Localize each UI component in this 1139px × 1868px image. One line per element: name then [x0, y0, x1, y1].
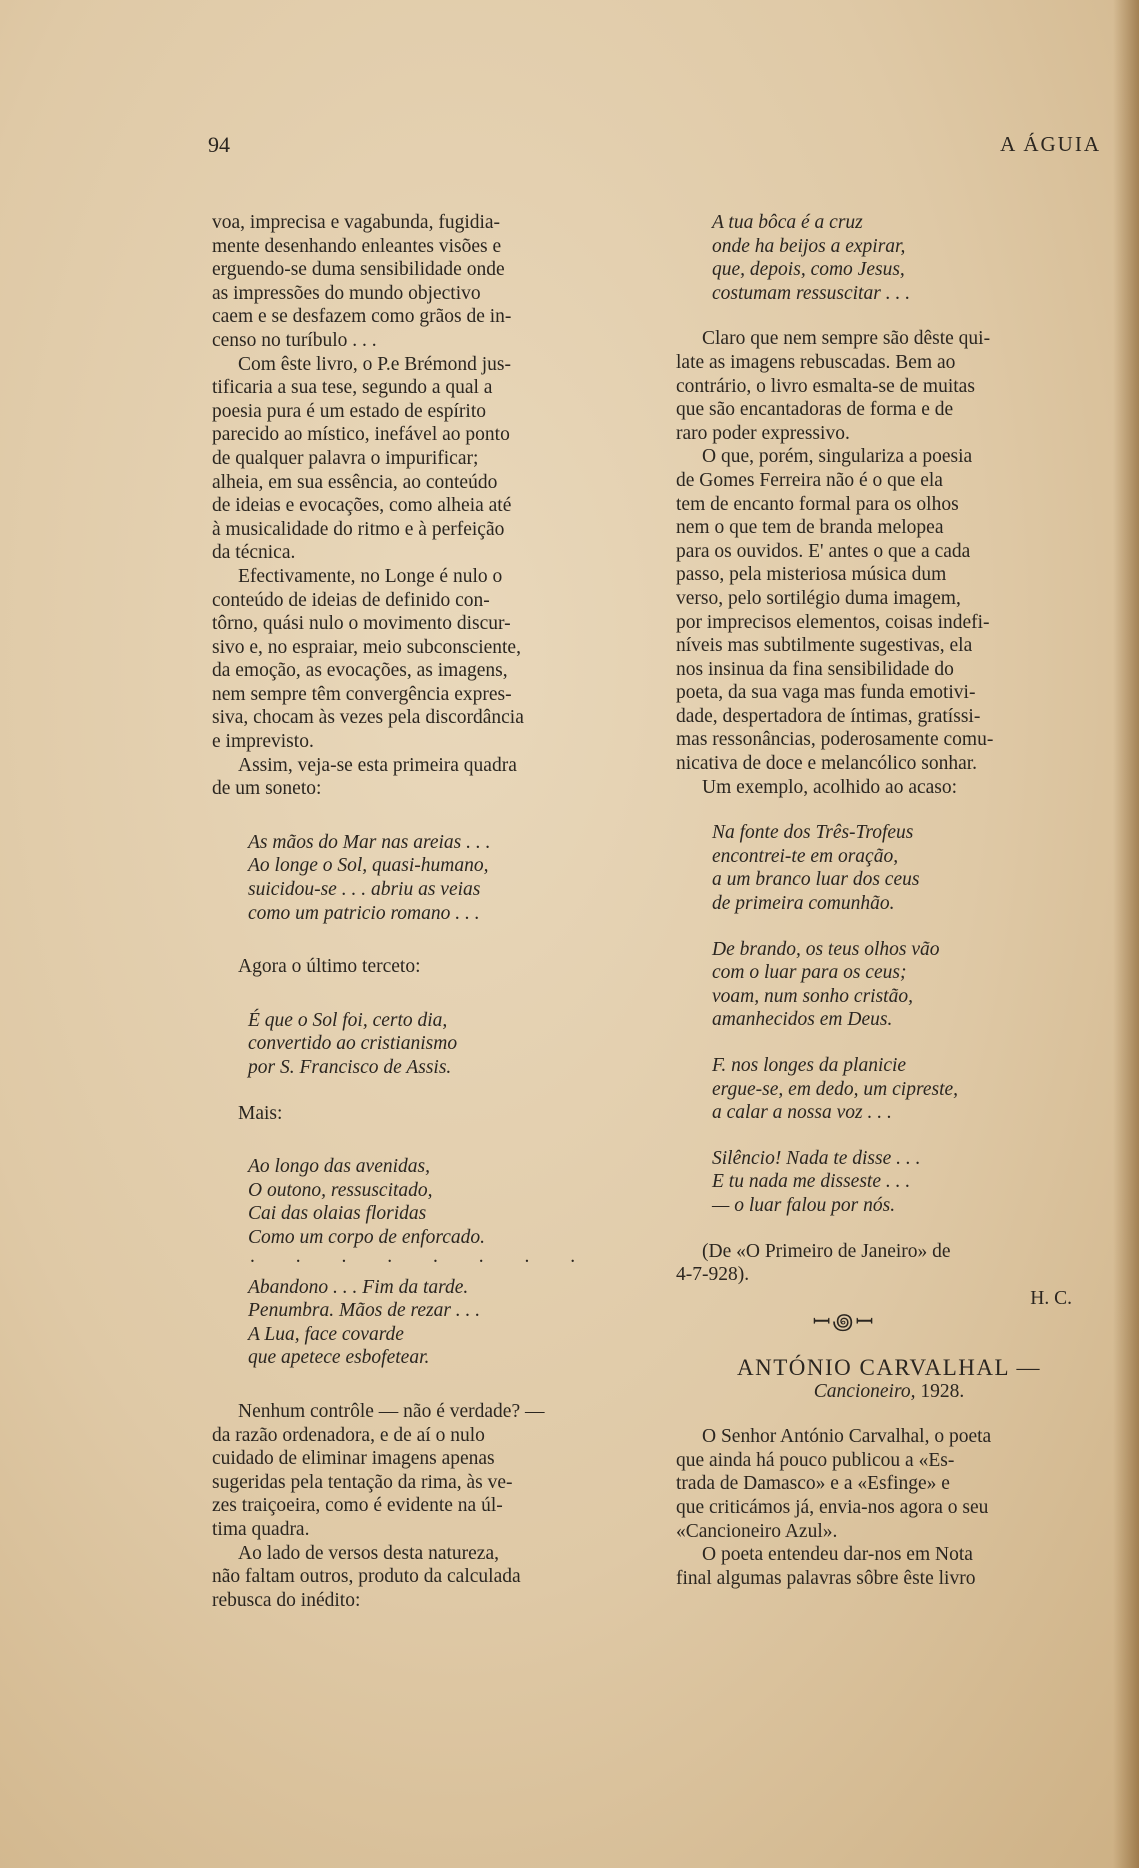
verse-stanza: Ao longo das avenidas, O outono, ressuscitado, Cai das olaias floridas Como um corpo de enforcado.	[248, 1156, 486, 1248]
verse-stanza: A tua bôca é a cruz onde ha beijos a expirar, que, depois, como Jesus, costumam ressuscitar . . .	[712, 212, 911, 304]
verse-stanza: F. nos longes da planicie ergue-se, em dedo, um cipreste, a calar a nossa voz . . .	[712, 1055, 959, 1124]
paragraph: O Senhor António Carvalhal, o poeta que ainda há pouco publicou a «Es- trada de Damasco» e a «Esfinge» e que criticámos já, envia-nos agora o seu «Cancioneiro Azul».	[676, 1426, 992, 1542]
paragraph: Claro que nem sempre são dêste qui- late as imagens rebuscadas. Bem ao contrário, o livro esmalta-se de muitas que são encantadoras de forma e de raro poder expressivo.	[676, 328, 991, 444]
ellipsis-dots: . . . . . . . .	[250, 1245, 594, 1267]
author-signature: H. C.	[1030, 1287, 1072, 1309]
book-year: 1928.	[920, 1380, 965, 1402]
verse-intro: Mais:	[238, 1102, 283, 1124]
left-column	[212, 211, 640, 1612]
paragraph: Assim, veja-se esta primeira quadra de um soneto:	[212, 754, 517, 800]
right-column	[676, 211, 1102, 1590]
page-header	[208, 132, 1101, 168]
verse-stanza: De brando, os teus olhos vão com o luar para os ceus; voam, num sonho cristão, amanhecidos em Deus.	[712, 938, 940, 1031]
paragraph: O poeta entendeu dar-nos em Nota final algumas palavras sôbre êste livro	[676, 1544, 976, 1589]
source-citation: (De «O Primeiro de Janeiro» de 4-7-928).	[676, 1240, 951, 1286]
verse-intro: Agora o último terceto:	[238, 956, 421, 978]
review-heading: ANTÓNIO CARVALHAL —	[737, 1354, 1041, 1380]
verse-stanza: Silêncio! Nada te disse . . . E tu nada me disseste . . . — o luar falou por nós.	[712, 1147, 921, 1216]
paragraph: voa, imprecisa e vagabunda, fugidia- mente desenhando enleantes visões e erguendo-se duma sensibilidade onde as impressões do mundo objectivo caem e se desfazem como grãos de in- censo no turíbulo . . .	[212, 212, 512, 351]
verse-stanza: Abandono . . . Fim da tarde. Penumbra. Mãos de rezar . . . A Lua, face covarde que apetece esbofetear.	[248, 1276, 481, 1369]
page-number: 94	[208, 132, 230, 157]
paragraph: Efectivamente, no Longe é nulo o conteúdo de ideias de definido con- tôrno, quási nulo o movimento discur- sivo e, no espraiar, meio subconsciente, da emoção, as evocações, as imagens, nem sempre têm convergência expres- siva, chocam às vezes pela discordância e imprevisto.	[212, 565, 524, 753]
paragraph: Com êste livro, o P.e Brémond jus- tificaria a sua tese, segundo a qual a poesia pura é um estado de espírito parecido ao místico, inefável ao ponto de qualquer palavra o impurificar; alheia, em sua essência, ao conteúdo de ideias e evocações, como alheia até à musicalidade do ritmo e à perfeição da técnica.	[212, 353, 512, 564]
paragraph: Ao lado de versos desta natureza, não faltam outros, produto da calculada rebusca do inédito:	[212, 1542, 521, 1611]
book-title: Cancioneiro,	[813, 1380, 916, 1402]
verse-stanza: As mãos do Mar nas areias . . . Ao longe o Sol, quasi-humano, suicidou-se . . . abriu as veias como um patricio romano . . .	[248, 831, 491, 924]
paragraph: O que, porém, singulariza a poesia de Gomes Ferreira não é o que ela tem de encanto formal para os olhos nem o que tem de branda melopea para os ouvidos. E' antes o que a cada passo, pela misteriosa música dum verso, pelo sortilégio duma imagem, por imprecisos elementos, coisas indefi- níveis mas subtilmente sugestivas, ela nos insinua da fina sensibilidade do poeta, da sua vaga mas funda emotivi- dade, despertadora de íntimas, gratíssi- mas ressonâncias, poderosamente comu- nicativa de doce e melancólico sonhar. Um exemplo, acolhido ao acaso:	[676, 446, 994, 798]
paragraph: Nenhum contrôle — não é verdade? — da razão ordenadora, e de aí o nulo cuidado de eliminar imagens apenas sugeridas pela tentação da rima, às ve- zes traiçoeira, como é evidente na úl- tima quadra.	[212, 1400, 545, 1540]
review-subheading	[676, 1380, 1102, 1404]
verse-stanza: É que o Sol foi, certo dia, convertido ao cristianismo por S. Francisco de Assis.	[248, 1009, 458, 1078]
verse-stanza: Na fonte dos Três-Trofeus encontrei-te em oração, a um branco luar dos ceus de primeira comunhão.	[712, 822, 920, 915]
running-title: A ÁGUIA	[1000, 132, 1101, 156]
ornament-icon: ꟷ꩜ꟷ	[812, 1309, 876, 1335]
